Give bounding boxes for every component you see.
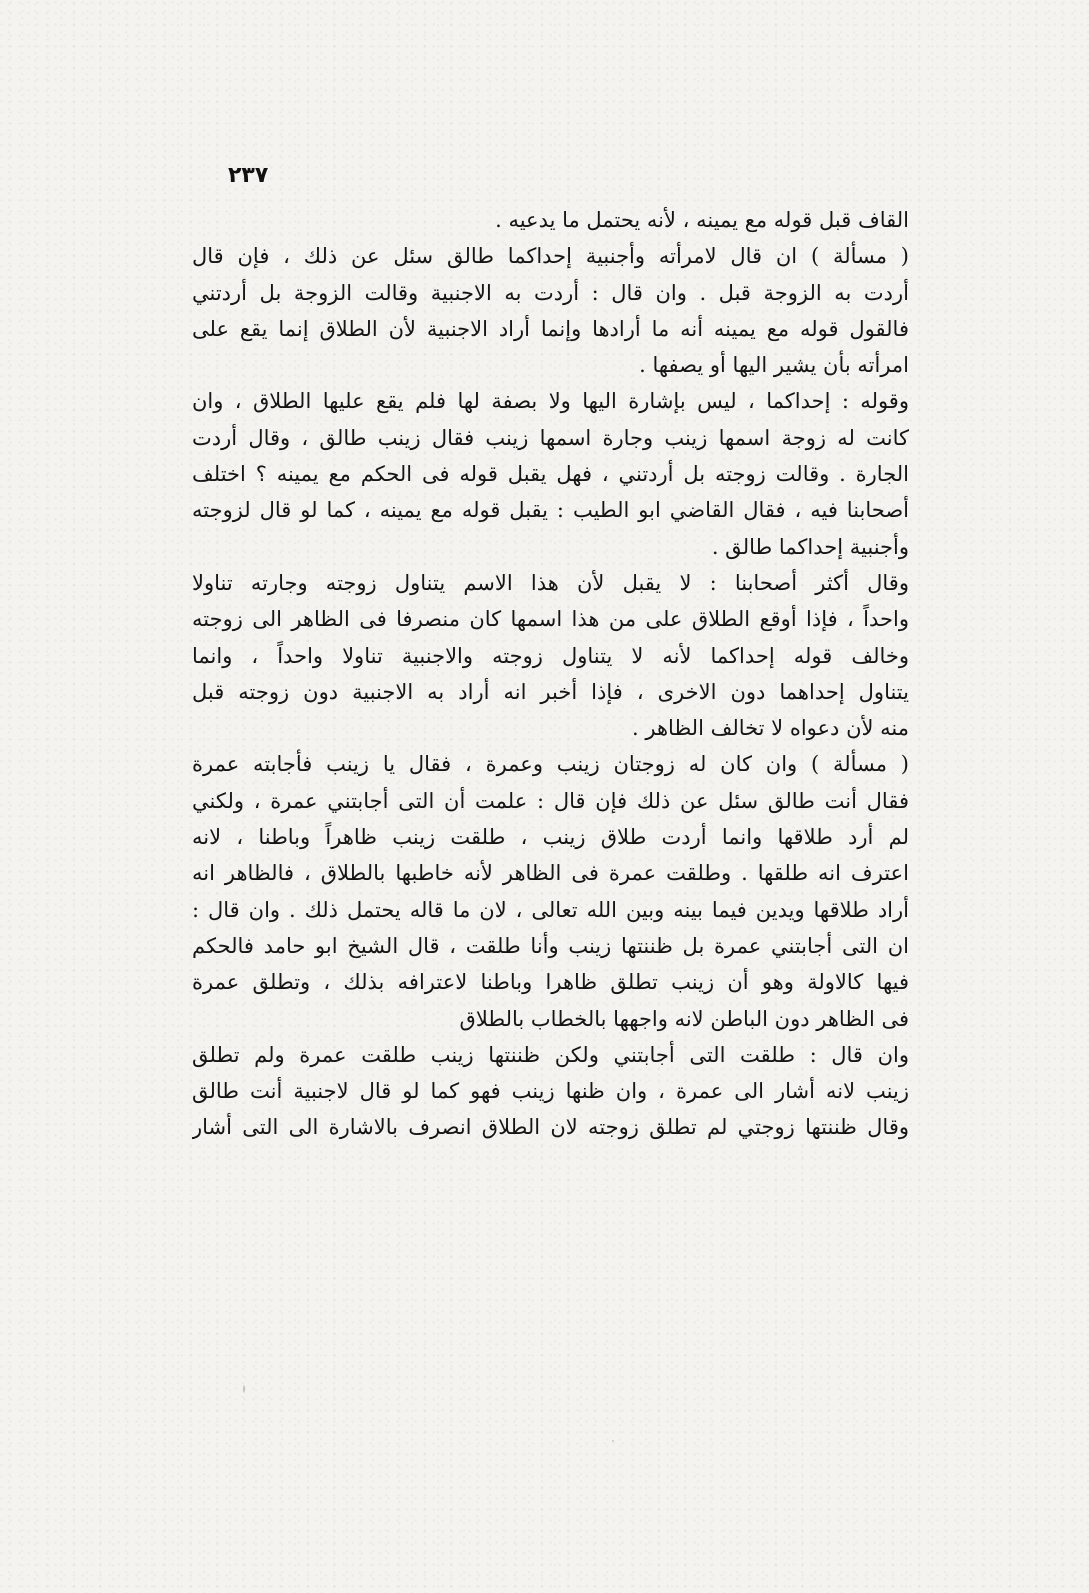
text-line: أردت به الزوجة قبل . وان قال : أردت به الاجنبية وقالت الزوجة بل أردتني [192, 280, 909, 305]
text-line: ( مسألة ) ان قال لامرأته وأجنبية إحداكما طالق سئل عن ذلك ، فإن قال [192, 244, 909, 269]
text-line: اعترف انه طلقها . وطلقت عمرة فى الظاهر لأنه خاطبها بالطلاق ، فالظاهر انه [192, 861, 909, 886]
text-line: واحداً ، فإذا أوقع الطلاق على من هذا اسمها كان منصرفا فى الظاهر الى زوجته [192, 607, 909, 632]
text-line: وخالف قوله إحداكما لأنه لا يتناول زوجته والاجنبية تناولا واحداً ، وانما [192, 643, 909, 668]
text-line: وان قال : طلقت التى أجابتني ولكن ظننتها زينب طلقت عمرة ولم تطلق [192, 1042, 909, 1067]
scan-speck [243, 1385, 245, 1393]
text-line: الجارة . وقالت زوجته بل أردتني ، فهل يقبل قوله فى الحكم مع يمينه ؟ اختلف [192, 462, 909, 487]
text-line: فالقول قوله مع يمينه أنه ما أرادها وإنما أراد الاجنبية لأن الطلاق إنما يقع على [192, 316, 909, 341]
text-line: يتناول إحداهما دون الاخرى ، فإذا أخبر انه أراد به الاجنبية دون زوجته قبل [192, 679, 909, 704]
text-line: وقال أكثر أصحابنا : لا يقبل لأن هذا الاسم يتناول زوجته وجارته تناولا [192, 570, 909, 595]
text-line: زينب لانه أشار الى عمرة ، وان ظنها زينب فهو كما لو قال لاجنبية أنت طالق [192, 1079, 909, 1104]
text-line: منه لأن دعواه لا تخالف الظاهر . [632, 716, 909, 741]
page-number: ٢٣٧ [228, 163, 269, 188]
text-line: امرأته بأن يشير اليها أو يصفها . [639, 353, 909, 378]
text-line: وأجنبية إحداكما طالق . [711, 534, 909, 559]
text-line: كانت له زوجة اسمها زينب وجارة اسمها زينب فقال زينب طالق ، وقال أردت [192, 425, 909, 450]
text-line: وقوله : إحداكما ، ليس بإشارة اليها ولا بصفة لها فلم يقع عليها الطلاق ، وان [192, 389, 909, 414]
body-text [192, 202, 909, 1146]
text-line: لم أرد طلاقها وانما أردت طلاق زينب ، طلقت زينب ظاهراً وباطنا ، لانه [192, 825, 909, 850]
text-line: فى الظاهر دون الباطن لانه واجهها بالخطاب بالطلاق [459, 1006, 909, 1031]
text-line: أراد طلاقها ويدين فيما بينه وبين الله تعالى ، لان ما قاله يحتمل ذلك . وان قال : [192, 897, 909, 922]
text-line: أصحابنا فيه ، فقال القاضي ابو الطيب : يقبل قوله مع يمينه ، كما لو قال لزوجته [192, 498, 909, 523]
text-line: القاف قبل قوله مع يمينه ، لأنه يحتمل ما يدعيه . [495, 208, 909, 232]
text-line: وقال ظننتها زوجتي لم تطلق زوجته لان الطلاق انصرف بالاشارة الى التى أشار [192, 1115, 909, 1140]
text-line: ( مسألة ) وان كان له زوجتان زينب وعمرة ، فقال يا زينب فأجابته عمرة [192, 752, 909, 777]
scan-speck [612, 1440, 614, 1442]
text-line: ان التى أجابتني عمرة بل ظننتها زينب وأنا طلقت ، قال الشيخ ابو حامد فالحكم [192, 933, 909, 958]
text-line: فقال أنت طالق سئل عن ذلك فإن قال : علمت أن التى أجابتني عمرة ، ولكني [192, 788, 909, 813]
text-line: فيها كالاولة وهو أن زينب تطلق ظاهرا وباطنا لاعترافه بذلك ، وتطلق عمرة [192, 970, 909, 995]
